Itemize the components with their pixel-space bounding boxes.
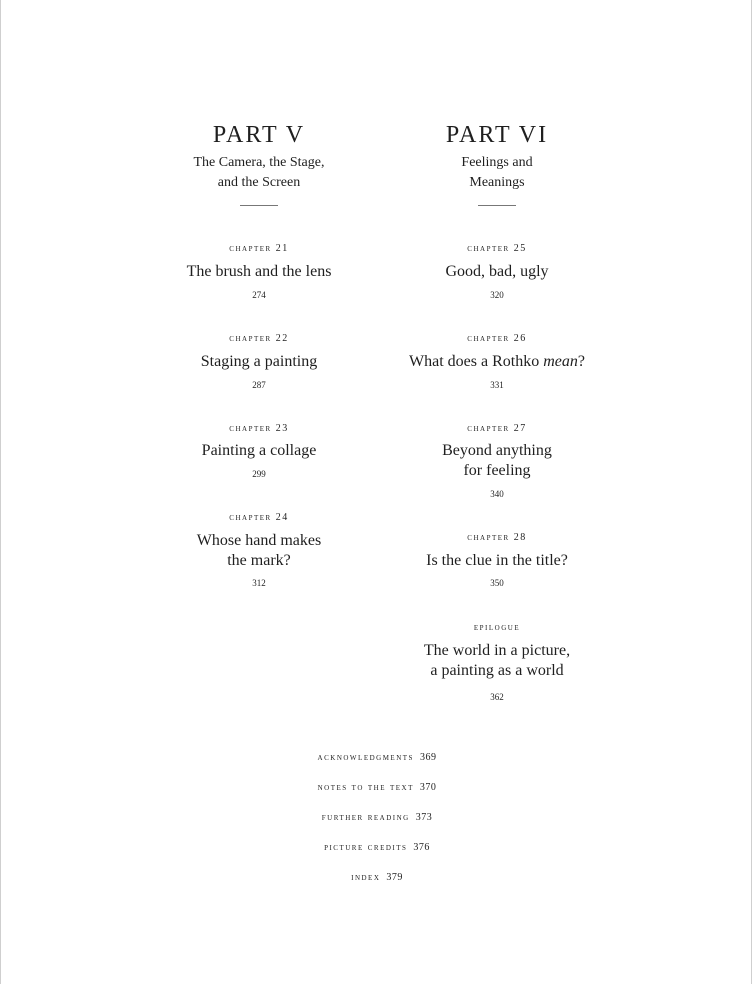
part-subtitle: Feelings and <box>461 155 533 170</box>
chapter-title[interactable]: Painting a collage <box>201 442 317 459</box>
chapter-label: chapter 22 <box>229 333 289 344</box>
back-matter-page: 373 <box>415 812 433 823</box>
chapter-title-prefix: What does a Rothko <box>409 353 544 370</box>
back-matter-page: 369 <box>419 752 437 763</box>
back-matter-page: 370 <box>419 782 437 793</box>
chapter-label: chapter 26 <box>467 333 527 344</box>
back-matter-label: index <box>351 872 381 883</box>
chapter-title[interactable]: Beyond anything <box>442 442 552 459</box>
divider <box>240 205 278 206</box>
chapter-title[interactable]: Staging a painting <box>200 353 318 370</box>
back-matter-notes[interactable] <box>1 782 752 794</box>
back-matter-acknowledgments[interactable] <box>1 752 752 764</box>
back-matter-index[interactable] <box>1 872 752 884</box>
chapter-title-emphasis: mean <box>543 353 578 370</box>
part-title: PART V <box>212 122 306 148</box>
chapter-label: chapter 23 <box>229 423 289 434</box>
back-matter-page: 379 <box>386 872 403 883</box>
back-matter-picture-credits[interactable] <box>1 842 752 854</box>
epilogue-title[interactable]: a painting as a world <box>430 662 564 679</box>
epilogue-title[interactable]: The world in a picture, <box>423 642 571 659</box>
back-matter-label: picture credits <box>324 842 408 853</box>
chapter-title[interactable]: the mark? <box>227 552 291 569</box>
chapter-page: 331 <box>490 380 504 390</box>
chapter-page: 312 <box>252 578 266 588</box>
chapter-title[interactable]: Good, bad, ugly <box>445 263 549 280</box>
chapter-page: 299 <box>252 469 266 479</box>
part-subtitle: The Camera, the Stage, <box>193 155 325 170</box>
chapter-label: chapter 21 <box>229 243 289 254</box>
back-matter-label: further reading <box>321 812 410 823</box>
back-matter-label: acknowledgments <box>317 752 414 763</box>
chapter-title-suffix: ? <box>577 353 585 370</box>
part-subtitle: Meanings <box>469 175 525 190</box>
chapter-title[interactable]: for feeling <box>463 462 531 479</box>
chapter-title[interactable] <box>397 352 597 372</box>
chapter-label: chapter 25 <box>467 243 527 254</box>
epilogue-label: epilogue <box>473 622 521 633</box>
back-matter-further-reading[interactable] <box>1 812 752 824</box>
chapter-page: 287 <box>252 380 266 390</box>
chapter-title[interactable]: Whose hand makes <box>196 532 322 549</box>
part-title: PART VI <box>445 122 549 148</box>
back-matter-label: notes to the text <box>317 782 414 793</box>
chapter-page: 320 <box>490 290 504 300</box>
chapter-page: 350 <box>490 578 504 588</box>
epilogue-page: 362 <box>490 692 504 702</box>
chapter-label: chapter 28 <box>467 532 527 543</box>
chapter-label: chapter 24 <box>229 512 289 523</box>
divider <box>478 205 516 206</box>
chapter-page: 274 <box>252 290 266 300</box>
part-subtitle: and the Screen <box>217 175 301 190</box>
chapter-page: 340 <box>490 489 504 499</box>
chapter-title[interactable]: The brush and the lens <box>186 263 332 280</box>
chapter-label: chapter 27 <box>467 423 527 434</box>
chapter-title[interactable]: Is the clue in the title? <box>426 552 568 569</box>
back-matter-page: 376 <box>413 842 430 853</box>
